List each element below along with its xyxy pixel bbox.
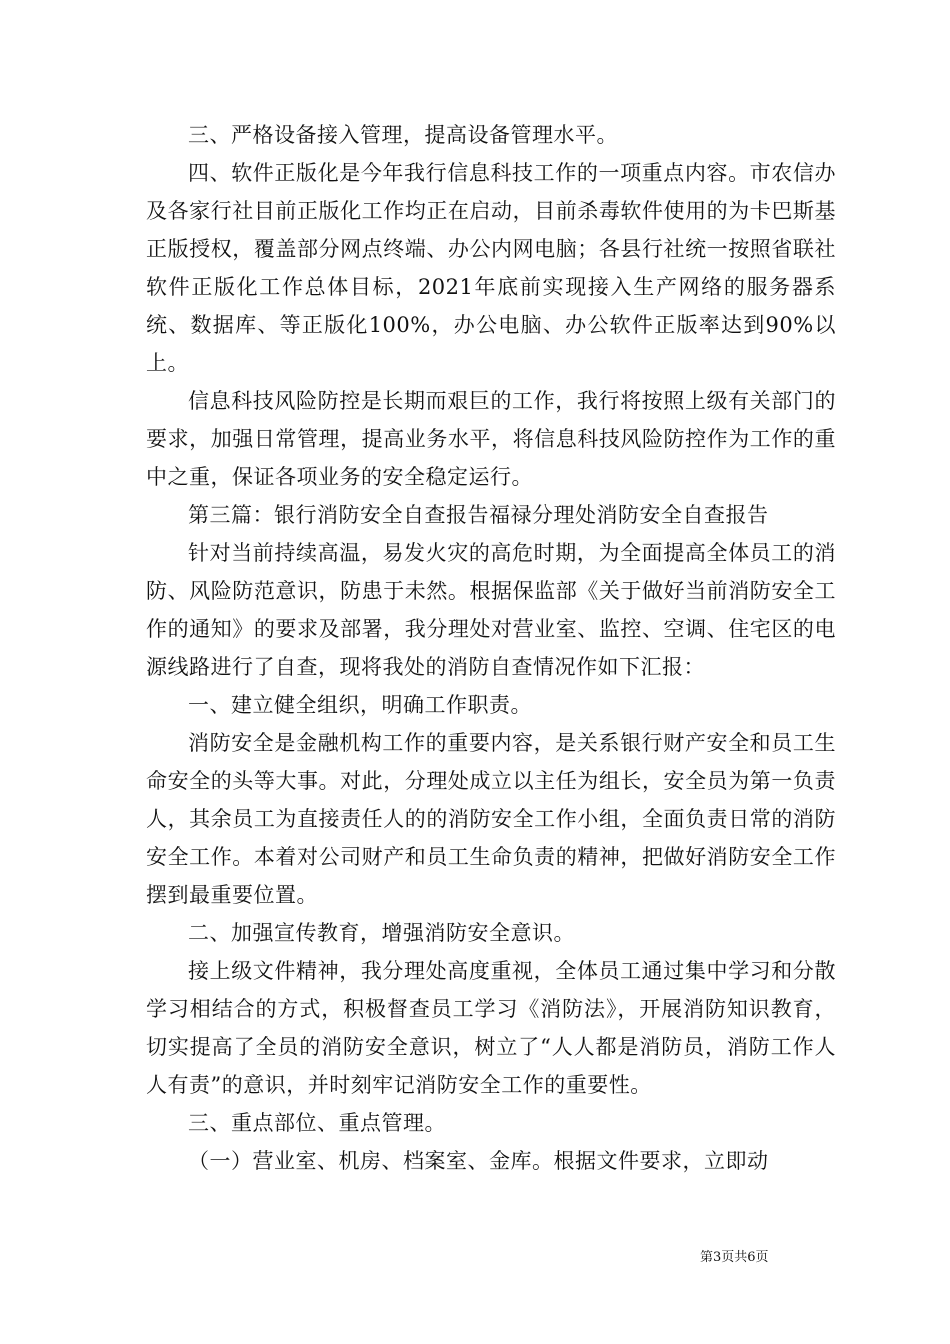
- paragraph-2: 四、软件正版化是今年我行信息科技工作的一项重点内容。市农信办及各家行社目前正版化工作均正在启动，目前杀毒软件使用的为卡巴斯基正版授权，覆盖部分网点终端、办公内网电脑；各县行社统一按照省联社软件正版化工作总体目标，2021年底前实现接入生产网络的服务器系统、数据库、等正版化100%，办公电脑、办公软件正版率达到90%以上。: [146, 161, 836, 375]
- paragraph-3: 信息科技风险防控是长期而艰巨的工作，我行将按照上级有关部门的要求，加强日常管理，提高业务水平，将信息科技风险防控作为工作的重中之重，保证各项业务的安全稳定运行。: [146, 389, 836, 489]
- subheading-1: 一、建立健全组织，明确工作职责。: [188, 693, 532, 717]
- section-heading-third: 第三篇：银行消防安全自查报告福禄分理处消防安全自查报告: [188, 503, 769, 527]
- paragraph-1: 三、严格设备接入管理，提高设备管理水平。: [188, 123, 618, 147]
- paragraph-9: 接上级文件精神，我分理处高度重视，全体员工通过集中学习和分散学习相结合的方式，积极督查员工学习《消防法》，开展消防知识教育，切实提高了全员的消防安全意识，树立了“人人都是消防员，消防工作人人有责”的意识，并时刻牢记消防安全工作的重要性。: [146, 959, 836, 1097]
- paragraph-7: 消防安全是金融机构工作的重要内容，是关系银行财产安全和员工生命安全的头等大事。对此，分理处成立以主任为组长，安全员为第一负责人，其余员工为直接责任人的的消防安全工作小组，全面负责日常的消防安全工作。本着对公司财产和员工生命负责的精神，把做好消防安全工作摆到最重要位置。: [146, 731, 836, 907]
- subheading-2: 二、加强宣传教育，增强消防安全意识。: [188, 921, 575, 945]
- page-number-footer: 第3页共6页: [700, 1250, 769, 1265]
- document-body: [146, 116, 836, 1180]
- paragraph-11: （一）营业室、机房、档案室、金库。根据文件要求，立即动: [188, 1149, 769, 1173]
- subheading-3: 三、重点部位、重点管理。: [188, 1111, 446, 1135]
- paragraph-5: 针对当前持续高温，易发火灾的高危时期，为全面提高全体员工的消防、风险防范意识，防患于未然。根据保监部《关于做好当前消防安全工作的通知》的要求及部署，我分理处对营业室、监控、空调、住宅区的电源线路进行了自查，现将我处的消防自查情况作如下汇报：: [146, 541, 836, 679]
